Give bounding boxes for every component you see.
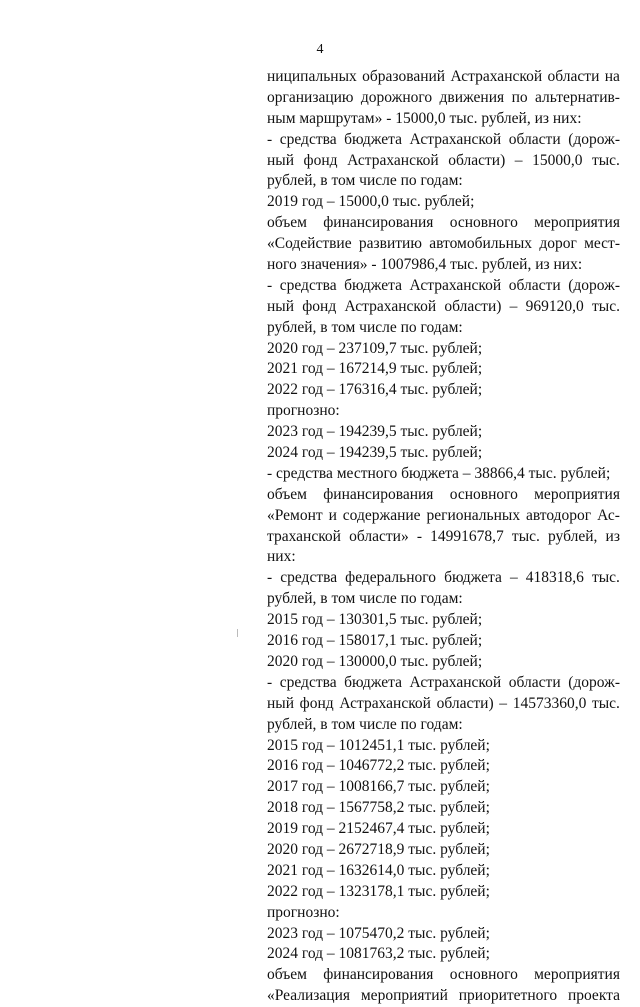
text-line: - средства бюджета Астраханской области (дорож- [267,276,620,294]
text-line: ным маршрутам» - 15000,0 тыс. рублей, из них: [267,109,582,127]
text-line: 2022 год – 1323178,1 тыс. рублей; [267,882,490,900]
text-line: ный фонд Астраханской области) – 15000,0 тыс. [267,151,620,169]
text-line: ный фонд Астраханской области) – 14573360,0 тыс. [267,694,620,712]
text-line: объем финансирования основного мероприятия [267,966,620,984]
text-line: объем финансирования основного мероприятия [267,485,620,503]
text-line: 2019 год – 2152467,4 тыс. рублей; [267,820,490,838]
page-number: 4 [316,42,324,57]
text-line: ного значения» - 1007986,4 тыс. рублей, из них: [267,256,583,274]
text-line: 2022 год – 176316,4 тыс. рублей; [267,381,483,399]
text-line: 2019 год – 15000,0 тыс. рублей; [267,193,475,211]
scan-mark [237,629,238,637]
text-line: «Содействие развитию автомобильных дорог мест- [267,235,620,253]
text-line: 2023 год – 194239,5 тыс. рублей; [267,423,483,441]
text-line: 2020 год – 237109,7 тыс. рублей; [267,339,483,357]
text-line: - средства бюджета Астраханской области (дорож- [267,130,620,148]
text-line: 2020 год – 130000,0 тыс. рублей; [267,652,483,670]
text-line: прогнозно: [267,903,340,921]
text-line: прогнозно: [267,402,340,420]
text-line: рублей, в том числе по годам: [267,715,463,733]
text-line: рублей, в том числе по годам: [267,590,463,608]
text-line: «Реализация мероприятий приоритетного проекта [267,987,620,1005]
text-line: 2016 год – 158017,1 тыс. рублей; [267,632,483,650]
text-line: 2015 год – 130301,5 тыс. рублей; [267,611,483,629]
text-line: рублей, в том числе по годам: [267,172,463,190]
text-line: 2018 год – 1567758,2 тыс. рублей; [267,799,490,817]
text-line: траханской области» - 14991678,7 тыс. рублей, из [267,527,620,545]
text-line: 2016 год – 1046772,2 тыс. рублей; [267,757,490,775]
text-line: 2021 год – 1632614,0 тыс. рублей; [267,861,490,879]
text-line: объем финансирования основного мероприятия [267,214,620,232]
text-line: 2024 год – 194239,5 тыс. рублей; [267,444,483,462]
text-line: 2023 год – 1075470,2 тыс. рублей; [267,924,490,942]
text-line: 2021 год – 167214,9 тыс. рублей; [267,360,483,378]
text-line: - средства федерального бюджета – 418318,6 тыс. [267,569,620,587]
text-line: 2017 год – 1008166,7 тыс. рублей; [267,778,490,796]
body-text [267,67,620,1007]
text-line: 2015 год – 1012451,1 тыс. рублей; [267,736,490,754]
text-line: рублей, в том числе по годам: [267,318,463,336]
text-line: организацию дорожного движения по альтернатив- [267,88,620,106]
text-line: ный фонд Астраханской области) – 969120,0 тыс. [267,297,620,315]
text-line: - средства местного бюджета – 38866,4 тыс. рублей; [267,464,611,482]
text-line: «Ремонт и содержание региональных автодорог Ас- [267,506,620,524]
text-line: них: [267,548,296,566]
text-line: - средства бюджета Астраханской области (дорож- [267,673,620,691]
text-line: 2024 год – 1081763,2 тыс. рублей; [267,945,490,963]
text-line: ниципальных образований Астраханской области на [267,68,620,85]
text-line: 2020 год – 2672718,9 тыс. рублей; [267,840,490,858]
